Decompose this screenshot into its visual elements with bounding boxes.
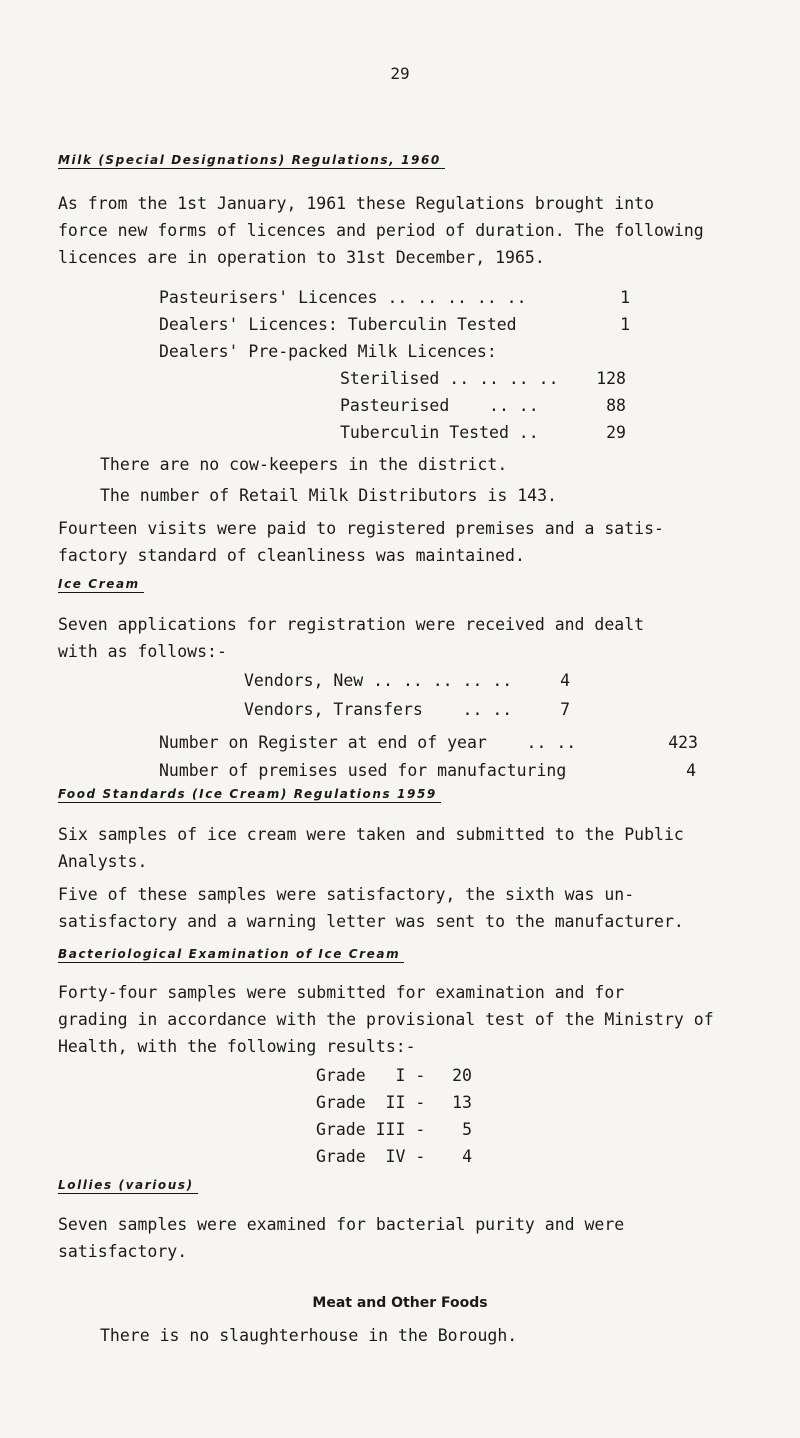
milk-sublicence-value: 128 xyxy=(596,369,626,388)
lollies-paragraph: Seven samples were examined for bacterial purity and were satisfactory. xyxy=(58,1215,625,1261)
milk-sublicence-value: 29 xyxy=(606,423,626,442)
bacteriological-paragraph: Forty-four samples were submitted for examination and for grading in accordance with the provisional test of the Ministry of Health, with the following results:- xyxy=(58,983,714,1056)
milk-licence-value: 1 xyxy=(620,315,630,334)
milk-licence-label: Pasteurisers' Licences .. .. .. .. .. xyxy=(159,288,527,307)
register-value: 423 xyxy=(668,733,698,752)
grade-label: Grade I - xyxy=(316,1066,426,1085)
milk-licence-label: Dealers' Licences: Tuberculin Tested xyxy=(159,315,517,334)
meat-heading: Meat and Other Foods xyxy=(312,1295,488,1311)
milk-sublicence-label: Pasteurised .. .. xyxy=(340,396,539,415)
vendor-label: Vendors, Transfers .. .. xyxy=(244,700,513,719)
register-value: 4 xyxy=(686,761,696,780)
milk-sublicence-label: Sterilised .. .. .. .. xyxy=(340,369,559,388)
grade-label: Grade IV - xyxy=(316,1147,426,1166)
milk-licence-label: Dealers' Pre-packed Milk Licences: xyxy=(159,342,497,361)
vendor-value: 4 xyxy=(560,671,570,690)
register-label: Number on Register at end of year .. .. xyxy=(159,733,577,752)
milk-sublicence-value: 88 xyxy=(606,396,626,415)
samples-paragraph: Six samples of ice cream were taken and submitted to the Public Analysts. xyxy=(58,825,684,871)
lollies-heading: Lollies (various) xyxy=(58,1177,198,1194)
grade-value: 20 xyxy=(452,1066,472,1085)
grade-label: Grade II - xyxy=(316,1093,426,1112)
retail-distributors-text: The number of Retail Milk Distributors is 143. xyxy=(100,486,557,505)
milk-regulations-heading: Milk (Special Designations) Regulations, 1960 xyxy=(58,152,445,169)
ice-cream-heading: Ice Cream xyxy=(58,576,144,593)
grade-value: 13 xyxy=(452,1093,472,1112)
register-label: Number of premises used for manufacturing xyxy=(159,761,567,780)
satisfactory-paragraph: Five of these samples were satisfactory, the sixth was un- satisfactory and a warning letter was sent to the manufacturer. xyxy=(58,885,684,931)
page-number: 29 xyxy=(390,64,410,83)
visits-paragraph: Fourteen visits were paid to registered premises and a satis- factory standard of cleanliness was maintained. xyxy=(58,519,664,565)
cow-keepers-text: There are no cow-keepers in the district. xyxy=(100,455,508,474)
grade-label: Grade III - xyxy=(316,1120,426,1139)
milk-licence-value: 1 xyxy=(620,288,630,307)
vendor-label: Vendors, New .. .. .. .. .. xyxy=(244,671,513,690)
milk-intro-paragraph: As from the 1st January, 1961 these Regulations brought into force new forms of licences and period of duration. The following licences are in operation to 31st December, 1965. xyxy=(58,194,704,267)
food-standards-heading: Food Standards (Ice Cream) Regulations 1959 xyxy=(58,786,441,803)
grade-value: 5 xyxy=(462,1120,472,1139)
slaughterhouse-text: There is no slaughterhouse in the Borough. xyxy=(100,1326,518,1345)
ice-cream-applications-paragraph: Seven applications for registration were received and dealt with as follows:- xyxy=(58,615,645,661)
bacteriological-heading: Bacteriological Examination of Ice Cream xyxy=(58,946,404,963)
milk-sublicence-label: Tuberculin Tested .. xyxy=(340,423,539,442)
grade-value: 4 xyxy=(462,1147,472,1166)
vendor-value: 7 xyxy=(560,700,570,719)
